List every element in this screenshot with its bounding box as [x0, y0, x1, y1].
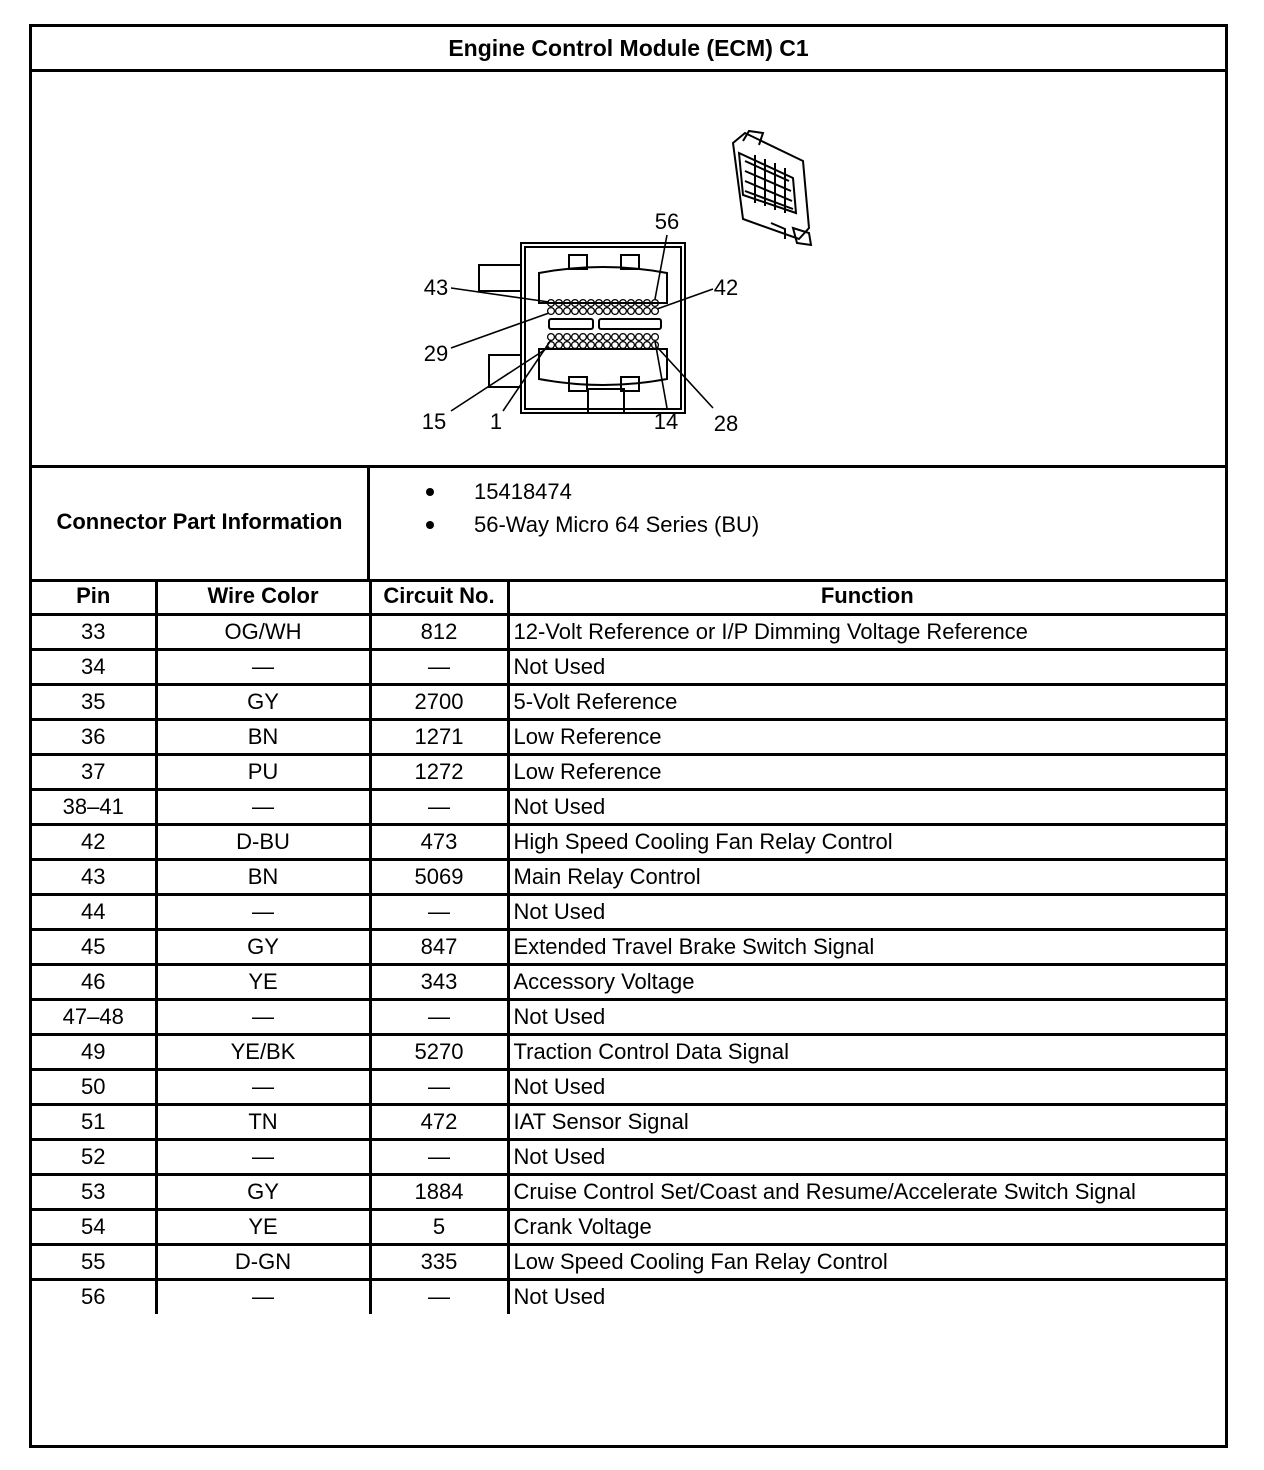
connector-drawing [32, 72, 1225, 465]
wire-color-cell: BN [156, 859, 370, 894]
header-wire-color: Wire Color [156, 579, 370, 614]
circuit-cell: 473 [370, 824, 508, 859]
pin-cell: 45 [32, 929, 156, 964]
circuit-cell: 472 [370, 1104, 508, 1139]
pin-cell: 51 [32, 1104, 156, 1139]
circuit-cell: — [370, 649, 508, 684]
connector-sheet [29, 24, 1228, 1448]
pin-cell: 37 [32, 754, 156, 789]
pin-cell: 35 [32, 684, 156, 719]
table-row [32, 1244, 1225, 1279]
callout-28: 28 [713, 411, 739, 436]
function-cell: Crank Voltage [508, 1209, 1225, 1244]
table-row [32, 1279, 1225, 1314]
pin-cell: 42 [32, 824, 156, 859]
wire-color-cell: BN [156, 719, 370, 754]
connector-description: 56-Way Micro 64 Series (BU) [474, 512, 760, 537]
pin-cell: 52 [32, 1139, 156, 1174]
pinout-rows [32, 614, 1225, 1314]
function-cell: IAT Sensor Signal [508, 1104, 1225, 1139]
table-row [32, 719, 1225, 754]
callout-43: 43 [423, 275, 449, 300]
wire-color-cell: TN [156, 1104, 370, 1139]
function-cell: Main Relay Control [508, 859, 1225, 894]
pin-cell: 36 [32, 719, 156, 754]
wire-color-cell: GY [156, 929, 370, 964]
wire-color-cell: — [156, 1279, 370, 1314]
circuit-cell: 5270 [370, 1034, 508, 1069]
pin-cell: 38–41 [32, 789, 156, 824]
pin-cell: 43 [32, 859, 156, 894]
table-row [32, 1069, 1225, 1104]
wire-color-cell: YE [156, 1209, 370, 1244]
function-cell: Not Used [508, 1139, 1225, 1174]
pin-cell: 34 [32, 649, 156, 684]
circuit-cell: 1271 [370, 719, 508, 754]
table-row [32, 614, 1225, 649]
wire-color-cell: YE/BK [156, 1034, 370, 1069]
circuit-cell: 5069 [370, 859, 508, 894]
circuit-cell: — [370, 999, 508, 1034]
header-function: Function [508, 579, 1225, 614]
table-row [32, 999, 1225, 1034]
table-row [32, 1174, 1225, 1209]
function-cell: Traction Control Data Signal [508, 1034, 1225, 1069]
function-cell: 5-Volt Reference [508, 684, 1225, 719]
circuit-cell: 812 [370, 614, 508, 649]
callout-29: 29 [423, 341, 449, 366]
wire-color-cell: GY [156, 684, 370, 719]
wire-color-cell: GY [156, 1174, 370, 1209]
connector-isometric-icon [733, 131, 811, 245]
wire-color-cell: OG/WH [156, 614, 370, 649]
table-row [32, 754, 1225, 789]
circuit-cell: 1272 [370, 754, 508, 789]
sheet-title: Engine Control Module (ECM) C1 [32, 27, 1225, 72]
circuit-cell: 5 [370, 1209, 508, 1244]
function-cell: Extended Travel Brake Switch Signal [508, 929, 1225, 964]
circuit-cell: 847 [370, 929, 508, 964]
table-row [32, 964, 1225, 999]
callout-42: 42 [713, 275, 739, 300]
table-row [32, 684, 1225, 719]
header-circuit-no: Circuit No. [370, 579, 508, 614]
circuit-cell: 2700 [370, 684, 508, 719]
callout-56: 56 [654, 209, 680, 234]
wire-color-cell: — [156, 999, 370, 1034]
circuit-cell: 1884 [370, 1174, 508, 1209]
table-row [32, 929, 1225, 964]
function-cell: Low Reference [508, 719, 1225, 754]
function-cell: High Speed Cooling Fan Relay Control [508, 824, 1225, 859]
connector-diagram [32, 72, 1225, 468]
circuit-cell: — [370, 1069, 508, 1104]
table-row [32, 649, 1225, 684]
function-cell: Low Reference [508, 754, 1225, 789]
function-cell: Not Used [508, 894, 1225, 929]
table-row [32, 894, 1225, 929]
function-cell: Not Used [508, 649, 1225, 684]
function-cell: Accessory Voltage [508, 964, 1225, 999]
connector-part-info [32, 465, 1225, 582]
table-row [32, 789, 1225, 824]
table-row [32, 1104, 1225, 1139]
connector-face-icon [479, 243, 685, 413]
wire-color-cell: D-GN [156, 1244, 370, 1279]
wire-color-cell: — [156, 649, 370, 684]
pin-cell: 53 [32, 1174, 156, 1209]
pin-cell: 44 [32, 894, 156, 929]
circuit-cell: — [370, 789, 508, 824]
pin-cell: 55 [32, 1244, 156, 1279]
function-cell: Cruise Control Set/Coast and Resume/Accelerate Switch Signal [508, 1174, 1225, 1209]
callout-15: 15 [421, 409, 447, 434]
connector-info-label: Connector Part Information [32, 465, 370, 579]
table-row [32, 1139, 1225, 1174]
pin-cell: 46 [32, 964, 156, 999]
circuit-cell: 335 [370, 1244, 508, 1279]
table-row [32, 824, 1225, 859]
wire-color-cell: D-BU [156, 824, 370, 859]
function-cell: Not Used [508, 1069, 1225, 1104]
table-row [32, 1209, 1225, 1244]
wire-color-cell: — [156, 789, 370, 824]
callout-1: 1 [489, 409, 503, 434]
pin-cell: 50 [32, 1069, 156, 1104]
function-cell: Not Used [508, 999, 1225, 1034]
function-cell: 12-Volt Reference or I/P Dimming Voltage Reference [508, 614, 1225, 649]
circuit-cell: — [370, 894, 508, 929]
pin-cell: 56 [32, 1279, 156, 1314]
pinout-table [32, 579, 1225, 1314]
callout-14: 14 [653, 409, 679, 434]
pin-cell: 33 [32, 614, 156, 649]
wire-color-cell: — [156, 1069, 370, 1104]
wire-color-cell: YE [156, 964, 370, 999]
pin-cell: 47–48 [32, 999, 156, 1034]
function-cell: Not Used [508, 1279, 1225, 1314]
circuit-cell: 343 [370, 964, 508, 999]
header-pin: Pin [32, 579, 156, 614]
bullet-icon [426, 488, 434, 496]
circuit-cell: — [370, 1139, 508, 1174]
function-cell: Low Speed Cooling Fan Relay Control [508, 1244, 1225, 1279]
part-number: 15418474 [474, 479, 572, 504]
function-cell: Not Used [508, 789, 1225, 824]
wire-color-cell: — [156, 894, 370, 929]
table-header-row [32, 579, 1225, 614]
bullet-icon [426, 521, 434, 529]
pin-cell: 54 [32, 1209, 156, 1244]
pin-cell: 49 [32, 1034, 156, 1069]
table-row [32, 859, 1225, 894]
table-row [32, 1034, 1225, 1069]
wire-color-cell: PU [156, 754, 370, 789]
circuit-cell: — [370, 1279, 508, 1314]
wire-color-cell: — [156, 1139, 370, 1174]
